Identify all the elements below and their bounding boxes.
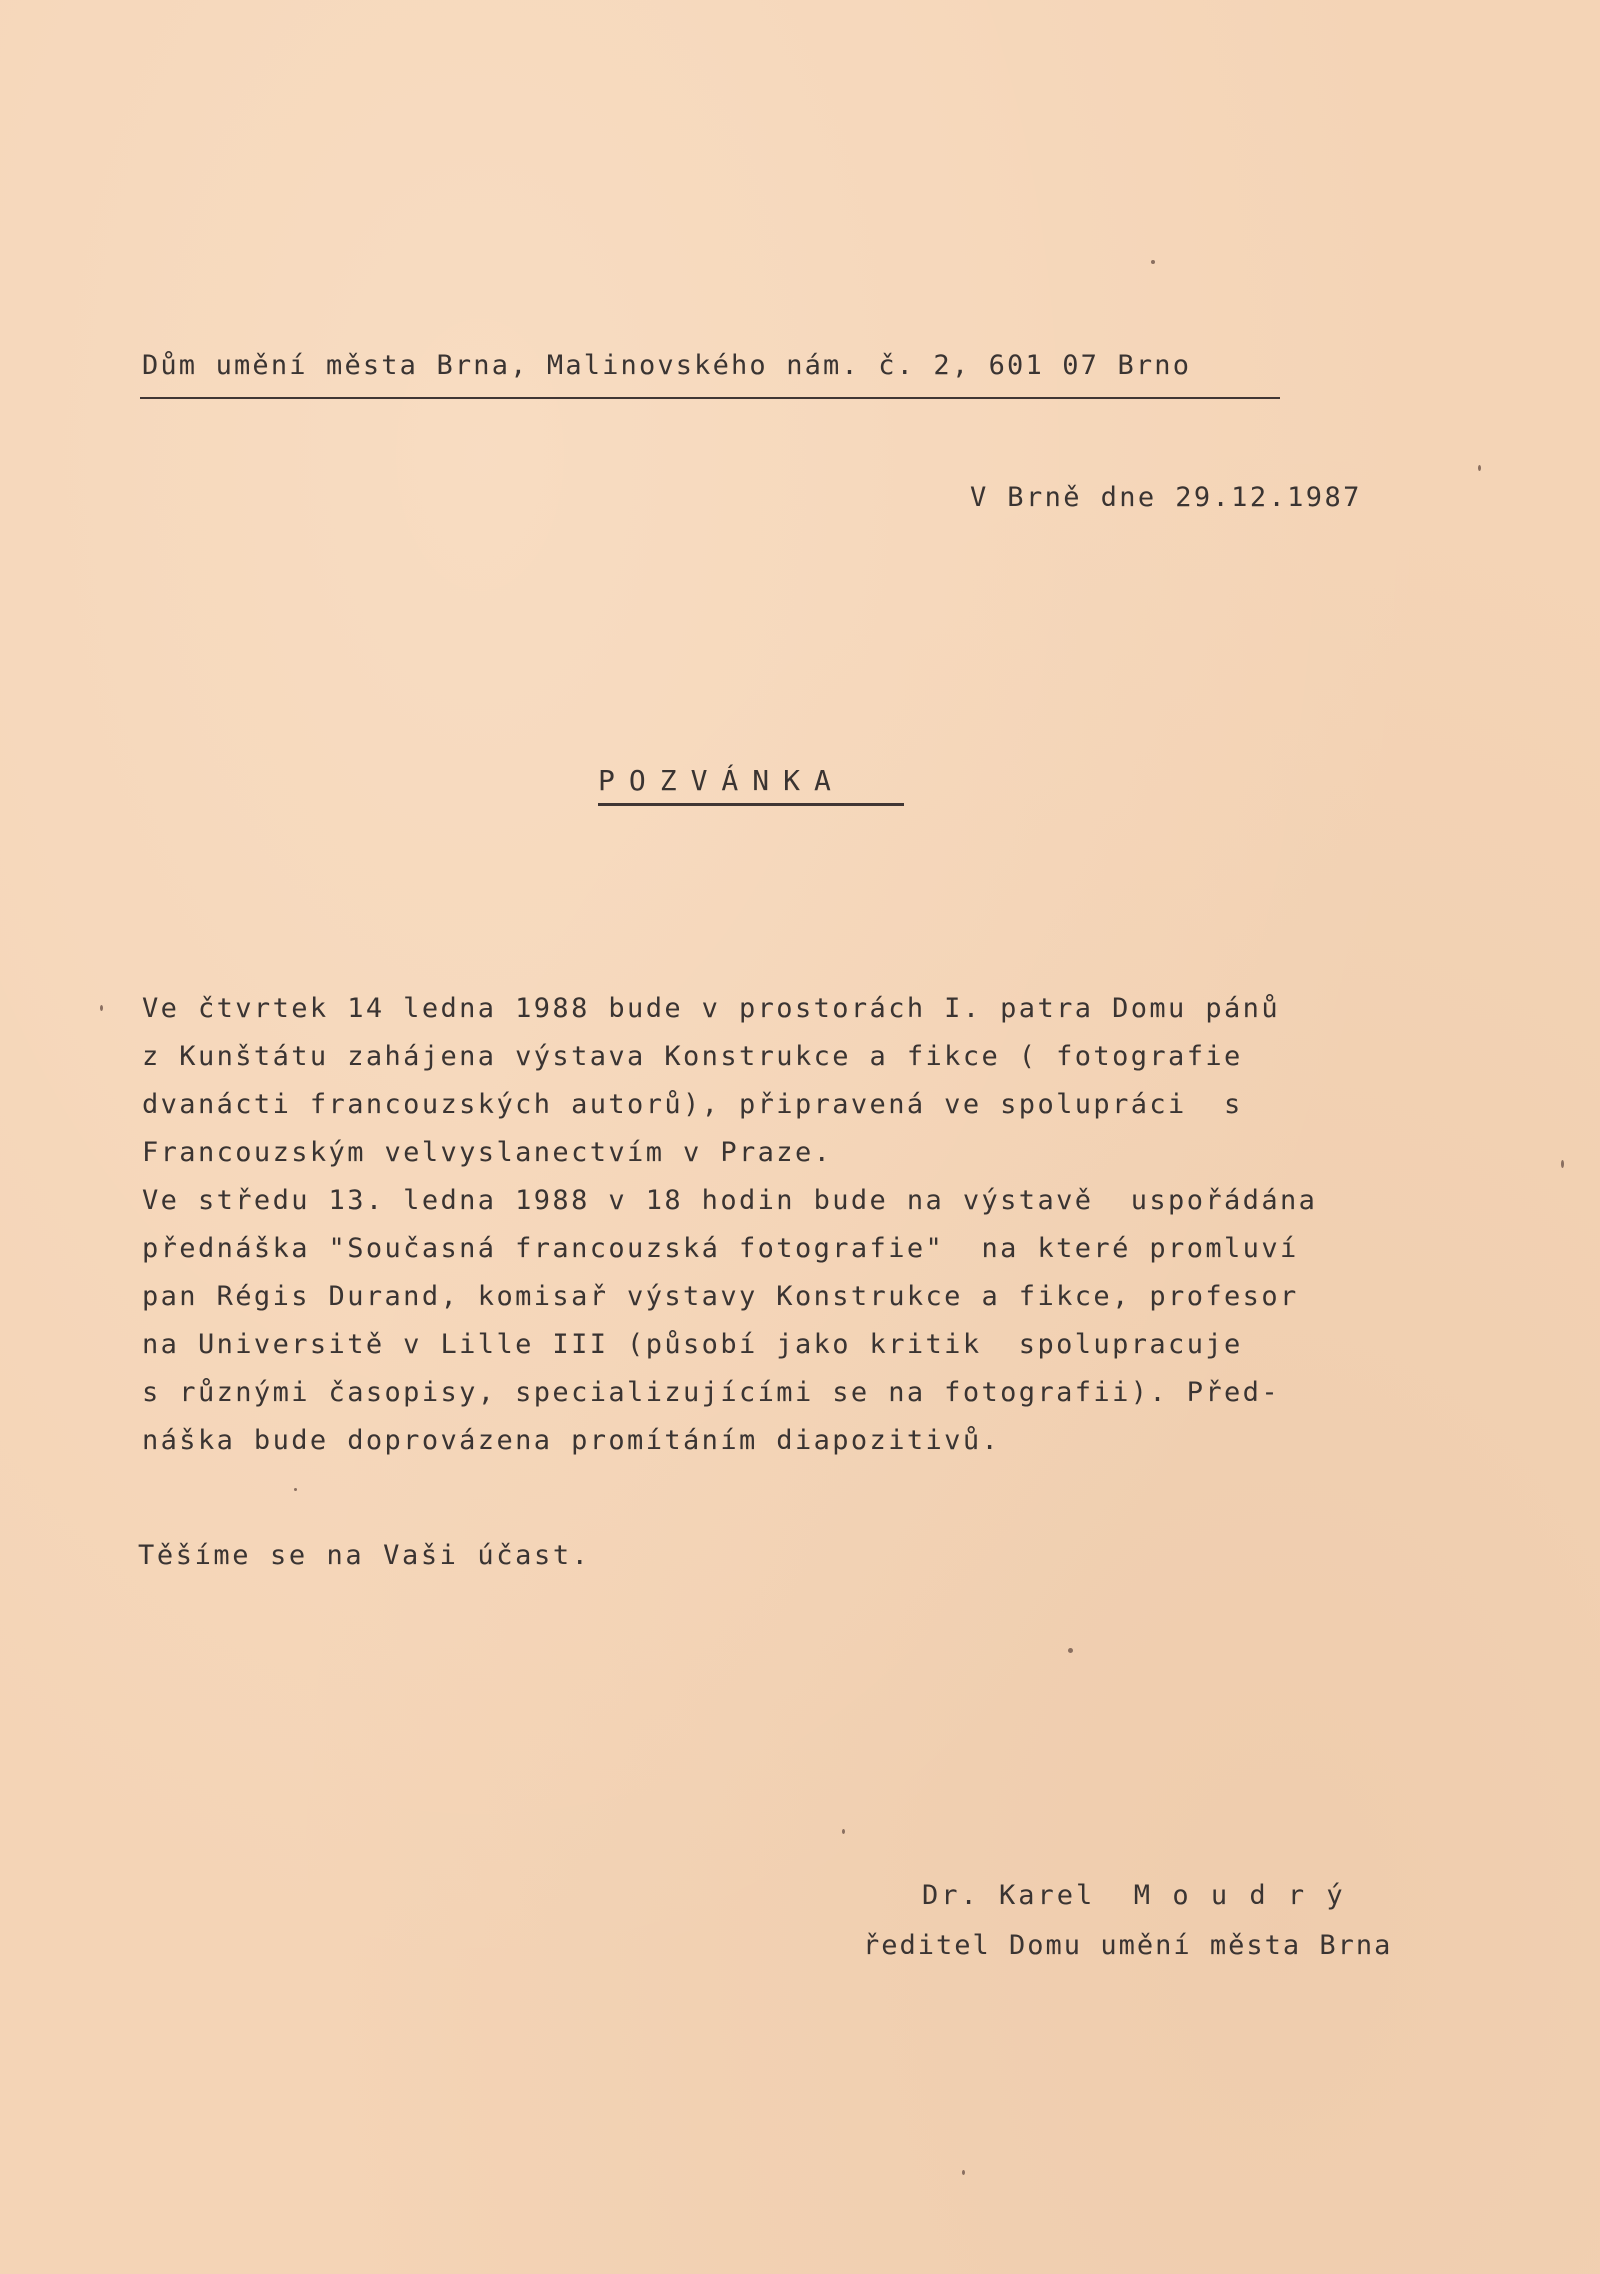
paper-speck — [842, 1829, 845, 1834]
document-title: POZVÁNKA — [598, 764, 845, 797]
body-line-9: s různými časopisy, specializujícími se na fotografii). Před- — [142, 1377, 1280, 1408]
paper-speck — [294, 1488, 297, 1491]
body-line-2: z Kunštátu zahájena výstava Konstrukce a fikce ( fotografie — [142, 1041, 1243, 1072]
paper-speck — [1151, 260, 1155, 264]
paper-speck — [1561, 1160, 1564, 1168]
signature-name: Dr. Karel M o u d r ý — [922, 1880, 1346, 1911]
body-line-10: náška bude doprovázena promítáním diapozitivů. — [142, 1425, 1001, 1456]
paper-speck — [962, 2170, 965, 2175]
paper-speck — [1478, 465, 1481, 471]
body-line-4: Francouzským velvyslanectvím v Praze. — [142, 1137, 833, 1168]
letterhead-address: Dům umění města Brna, Malinovského nám. č. 2, 601 07 Brno — [142, 350, 1192, 381]
paper-speck — [100, 1005, 103, 1011]
body-line-8: na Universitě v Lille III (působí jako kritik spolupracuje — [142, 1329, 1243, 1360]
date-line: V Brně dne 29.12.1987 — [970, 482, 1362, 513]
paper-speck — [1068, 1648, 1073, 1653]
title-underline — [598, 803, 904, 806]
body-line-1: Ve čtvrtek 14 ledna 1988 bude v prostorách I. patra Domu pánů — [142, 993, 1280, 1024]
letterhead-rule — [140, 397, 1280, 399]
body-line-6: přednáška "Současná francouzská fotografie" na které promluví — [142, 1233, 1299, 1264]
body-line-5: Ve středu 13. ledna 1988 v 18 hodin bude na výstavě uspořádána — [142, 1185, 1318, 1216]
signature-title: ředitel Domu umění města Brna — [863, 1930, 1393, 1961]
body-line-3: dvanácti francouzských autorů), připravená ve spolupráci s — [142, 1089, 1243, 1120]
body-line-7: pan Régis Durand, komisař výstavy Konstrukce a fikce, profesor — [142, 1281, 1299, 1312]
closing-line: Těšíme se na Vaši účast. — [138, 1540, 591, 1571]
